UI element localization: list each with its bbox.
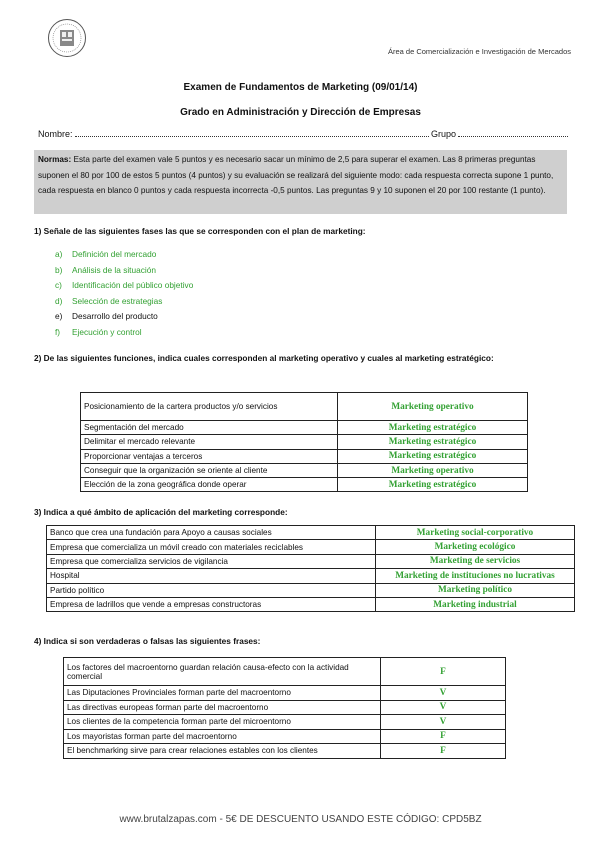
row-item: Empresa que comercializa servicios de vigilancia	[47, 554, 376, 568]
q1-option-letter: e)	[55, 311, 63, 322]
row-answer: V	[381, 700, 506, 715]
q1-option-letter: d)	[55, 295, 63, 306]
table-row	[47, 526, 575, 540]
row-item: Conseguir que la organización se oriente al cliente	[81, 463, 338, 477]
q1-option	[55, 265, 193, 281]
table-row	[47, 597, 575, 611]
q1-option-text: Análisis de la situación	[72, 264, 156, 275]
row-item: Elección de la zona geográfica donde operar	[81, 478, 338, 492]
table-row	[81, 435, 528, 449]
grupo-field[interactable]	[458, 135, 568, 137]
rules-box	[34, 150, 567, 214]
table-row	[64, 744, 506, 759]
table-row	[47, 554, 575, 568]
question-2-table	[80, 392, 528, 492]
row-answer: Marketing político	[376, 583, 575, 597]
row-item: Los factores del macroentorno guardan relación causa-efecto con la actividad comercial	[64, 658, 381, 686]
q1-option-letter: a)	[55, 249, 63, 259]
row-answer: Marketing ecológico	[376, 540, 575, 554]
q1-option-text: Selección de estrategias	[72, 295, 163, 306]
table-row	[47, 540, 575, 554]
footer-promo: www.brutalzapas.com - 5€ DE DESCUENTO USANDO ESTE CÓDIGO: CPD5BZ	[119, 814, 482, 825]
university-seal-logo	[47, 18, 87, 58]
row-answer: Marketing social-corporativo	[376, 526, 575, 540]
row-answer: Marketing estratégico	[338, 478, 528, 492]
q1-option	[55, 296, 193, 312]
question-1-prompt: 1) Señale de las siguientes fases las que se corresponden con el plan de marketing:	[34, 226, 366, 236]
q1-option	[55, 311, 193, 327]
row-item: Empresa de ladrillos que vende a empresas constructoras	[47, 597, 376, 611]
row-item: Partido político	[47, 583, 376, 597]
exam-title: Examen de Fundamentos de Marketing (09/01/14)	[183, 82, 418, 93]
row-answer: V	[381, 715, 506, 730]
row-answer: Marketing de instituciones no lucrativas	[376, 569, 575, 583]
row-item: Empresa que comercializa un móvil creado con materiales reciclables	[47, 540, 376, 554]
row-item: Las Diputaciones Provinciales forman parte del macroentorno	[64, 686, 381, 701]
row-answer: F	[381, 658, 506, 686]
nombre-label: Nombre:	[38, 129, 73, 139]
row-answer: Marketing operativo	[338, 463, 528, 477]
row-answer: Marketing estratégico	[338, 435, 528, 449]
question-4-table	[63, 657, 506, 759]
row-item: Las directivas europeas forman parte del macroentorno	[64, 700, 381, 715]
row-answer: F	[381, 729, 506, 744]
table-row	[64, 686, 506, 701]
q1-option	[55, 249, 193, 265]
table-row	[64, 729, 506, 744]
degree-title: Grado en Administración y Dirección de Empresas	[180, 107, 421, 118]
table-row	[81, 421, 528, 435]
row-answer: Marketing estratégico	[338, 421, 528, 435]
name-group-row	[38, 129, 568, 139]
rules-label: Normas:	[38, 155, 72, 164]
q1-option-text: Desarrollo del producto	[72, 311, 158, 322]
row-item: Segmentación del mercado	[81, 421, 338, 435]
q1-option-letter: c)	[55, 280, 62, 291]
question-1-options	[55, 249, 193, 343]
nombre-field[interactable]	[75, 135, 429, 137]
row-answer: Marketing estratégico	[338, 449, 528, 463]
row-item: Los clientes de la competencia forman parte del microentorno	[64, 715, 381, 730]
row-item: Los mayoristas forman parte del macroentorno	[64, 729, 381, 744]
table-row	[81, 463, 528, 477]
q1-option-text: Definición del mercado	[72, 249, 157, 259]
row-item: Proporcionar ventajas a terceros	[81, 449, 338, 463]
q1-option	[55, 327, 193, 343]
grupo-label: Grupo	[430, 129, 456, 139]
table-row	[64, 700, 506, 715]
question-2-prompt: 2) De las siguientes funciones, indica cuales corresponden al marketing operativo y cuales al marketing estratégico:	[34, 353, 494, 363]
q1-option-text: Identificación del público objetivo	[72, 280, 194, 291]
table-row	[64, 715, 506, 730]
table-row	[64, 658, 506, 686]
rules-text: Esta parte del examen vale 5 puntos y es necesario sacar un mínimo de 2,5 para superar el examen. Las 8 primeras preguntas suponen el 80 por 100 de estos 5 puntos (4 puntos) y su evaluación se realizará del siguiente modo: cada respuesta correcta supone 1 punto, cada respuesta en blanco 0 puntos y cada respuesta incorrecta -0,5 puntos. Las preguntas 9 y 10 suponen el 20 por 100 restante (1 punto).	[38, 155, 554, 195]
row-item: Delimitar el mercado relevante	[81, 435, 338, 449]
table-row	[81, 478, 528, 492]
question-4-prompt: 4) Indica si son verdaderas o falsas las siguientes frases:	[34, 636, 261, 646]
row-item: Hospital	[47, 569, 376, 583]
q1-option-letter: b)	[55, 264, 63, 275]
row-item: El benchmarking sirve para crear relaciones estables con los clientes	[64, 744, 381, 759]
question-3-table	[46, 525, 575, 612]
q1-option-text: Ejecución y control	[72, 326, 142, 337]
row-answer: V	[381, 686, 506, 701]
table-row	[47, 583, 575, 597]
table-row	[81, 393, 528, 421]
q1-option-letter: f)	[55, 326, 61, 337]
row-answer: F	[381, 744, 506, 759]
row-answer: Marketing operativo	[338, 393, 528, 421]
question-3-prompt: 3) Indica a qué ámbito de aplicación del marketing corresponde:	[34, 507, 288, 517]
row-answer: Marketing industrial	[376, 597, 575, 611]
table-row	[81, 449, 528, 463]
department-name: Área de Comercialización e Investigación de Mercados	[387, 47, 571, 56]
table-row	[47, 569, 575, 583]
row-item: Posicionamiento de la cartera productos y/o servicios	[81, 393, 338, 421]
q1-option	[55, 280, 193, 296]
row-item: Banco que crea una fundación para Apoyo a causas sociales	[47, 526, 376, 540]
row-answer: Marketing de servicios	[376, 554, 575, 568]
